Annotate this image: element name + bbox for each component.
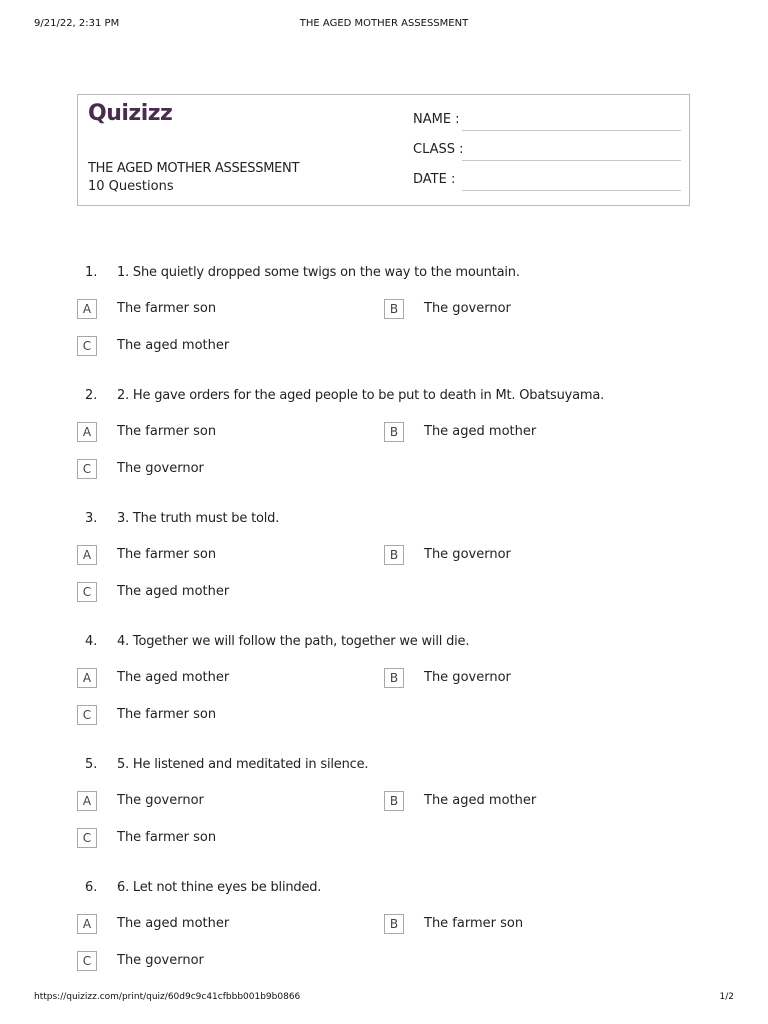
option-text: The aged mother xyxy=(117,338,230,353)
option-letter-box: C xyxy=(77,336,97,356)
option-letter-box: B xyxy=(384,668,404,688)
option-text: The governor xyxy=(117,953,204,968)
option-text: The aged mother xyxy=(117,584,230,599)
question-2 xyxy=(0,388,768,488)
question-text: 1. She quietly dropped some twigs on the way to the mountain. xyxy=(117,265,520,280)
question-text: 2. He gave orders for the aged people to be put to death in Mt. Obatsuyama. xyxy=(117,388,605,403)
question-text: 3. The truth must be told. xyxy=(117,511,280,526)
name-field xyxy=(413,112,681,132)
question-3 xyxy=(0,511,768,611)
option-text: The aged mother xyxy=(424,793,537,808)
print-footer xyxy=(34,992,734,1006)
question-number: 3. xyxy=(85,511,98,526)
option-text: The governor xyxy=(424,547,511,562)
option-text: The governor xyxy=(424,301,511,316)
print-header xyxy=(34,18,734,32)
date-label: DATE : xyxy=(413,172,456,187)
class-field xyxy=(413,142,681,162)
print-document-title: THE AGED MOTHER ASSESSMENT xyxy=(299,18,469,29)
question-number: 6. xyxy=(85,880,98,895)
option-letter-box: A xyxy=(77,545,97,565)
option-letter-box: C xyxy=(77,582,97,602)
class-line xyxy=(462,160,681,161)
option-text: The farmer son xyxy=(117,547,217,562)
option-letter-box: A xyxy=(77,299,97,319)
option-text: The farmer son xyxy=(424,916,524,931)
question-number: 5. xyxy=(85,757,98,772)
option-letter-box: C xyxy=(77,951,97,971)
question-1 xyxy=(0,265,768,365)
print-url: https://quizizz.com/print/quiz/60d9c9c41cfbbb001b9b0866 xyxy=(34,992,301,1002)
class-label: CLASS : xyxy=(413,142,464,157)
question-count: 10 Questions xyxy=(88,179,174,194)
option-text: The aged mother xyxy=(424,424,537,439)
question-text: 6. Let not thine eyes be blinded. xyxy=(117,880,322,895)
question-number: 2. xyxy=(85,388,98,403)
option-letter-box: A xyxy=(77,791,97,811)
option-letter-box: C xyxy=(77,459,97,479)
option-text: The farmer son xyxy=(117,301,217,316)
page-number: 1/2 xyxy=(719,992,734,1002)
question-5 xyxy=(0,757,768,857)
option-text: The aged mother xyxy=(117,916,230,931)
option-letter-box: B xyxy=(384,914,404,934)
name-line xyxy=(462,130,681,131)
option-text: The farmer son xyxy=(117,830,217,845)
option-letter-box: A xyxy=(77,422,97,442)
question-number: 1. xyxy=(85,265,98,280)
name-label: NAME : xyxy=(413,112,460,127)
option-letter-box: A xyxy=(77,668,97,688)
option-text: The governor xyxy=(117,461,204,476)
question-number: 4. xyxy=(85,634,98,649)
question-4 xyxy=(0,634,768,734)
option-text: The aged mother xyxy=(117,670,230,685)
option-letter-box: C xyxy=(77,828,97,848)
date-field xyxy=(413,172,681,192)
question-text: 4. Together we will follow the path, together we will die. xyxy=(117,634,470,649)
question-6 xyxy=(0,880,768,980)
date-line xyxy=(462,190,681,191)
option-letter-box: B xyxy=(384,545,404,565)
print-timestamp: 9/21/22, 2:31 PM xyxy=(34,18,120,29)
option-letter-box: B xyxy=(384,791,404,811)
quiz-info-box xyxy=(77,94,690,206)
option-letter-box: B xyxy=(384,299,404,319)
option-text: The farmer son xyxy=(117,707,217,722)
option-text: The governor xyxy=(117,793,204,808)
question-text: 5. He listened and meditated in silence. xyxy=(117,757,369,772)
option-letter-box: A xyxy=(77,914,97,934)
option-letter-box: C xyxy=(77,705,97,725)
quizizz-logo: Quizizz xyxy=(88,101,173,126)
option-text: The governor xyxy=(424,670,511,685)
quiz-title: THE AGED MOTHER ASSESSMENT xyxy=(88,161,300,176)
option-text: The farmer son xyxy=(117,424,217,439)
option-letter-box: B xyxy=(384,422,404,442)
